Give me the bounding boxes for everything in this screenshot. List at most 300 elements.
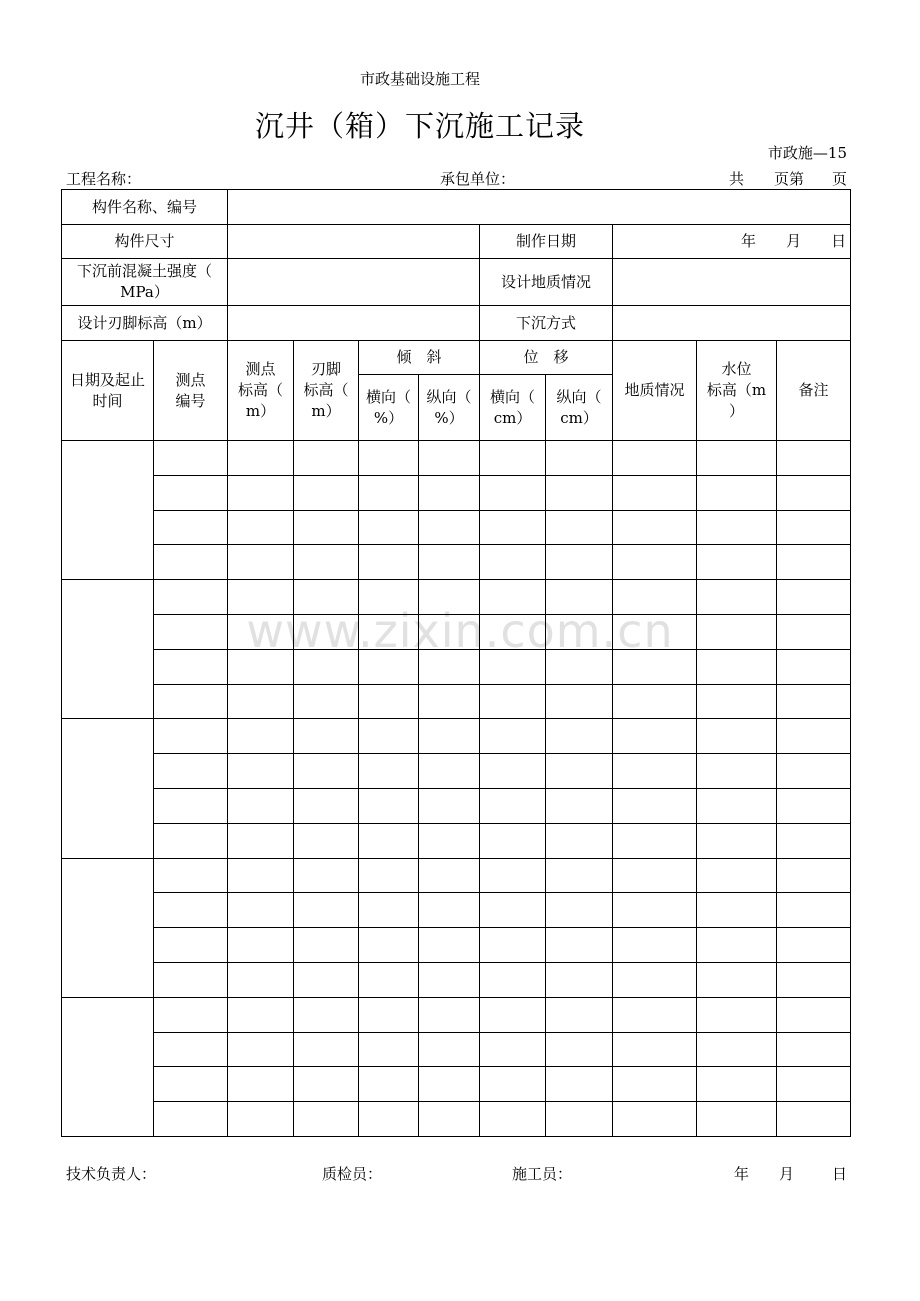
remarks-cell[interactable]	[777, 441, 851, 476]
point-elevation-cell[interactable]	[228, 788, 294, 823]
geology-cell[interactable]	[613, 719, 697, 754]
blade-elevation-cell[interactable]	[294, 1067, 359, 1102]
disp-v-cell[interactable]	[546, 997, 613, 1032]
col-blade-elev-line2: 标高（	[303, 381, 349, 399]
col-displacement: 位 移	[480, 341, 613, 375]
component-size-value[interactable]	[228, 225, 480, 259]
disp-v-cell[interactable]	[546, 962, 613, 997]
point-elevation-cell[interactable]	[228, 893, 294, 928]
disp-h-cell[interactable]	[480, 475, 546, 510]
tilt-h-cell[interactable]	[359, 684, 419, 719]
water-level-cell[interactable]	[697, 441, 777, 476]
table-row	[62, 684, 851, 719]
remarks-cell[interactable]	[777, 475, 851, 510]
disp-h-cell[interactable]	[480, 997, 546, 1032]
blade-elevation-cell[interactable]	[294, 580, 359, 615]
blade-elevation-cell[interactable]	[294, 858, 359, 893]
disp-v-cell[interactable]	[546, 1102, 613, 1137]
tilt-h-cell[interactable]	[359, 788, 419, 823]
blade-elevation-cell[interactable]	[294, 441, 359, 476]
remarks-cell[interactable]	[777, 823, 851, 858]
col-water-line2: 标高（m	[706, 381, 767, 399]
col-disp-v-line1: 纵向（	[556, 387, 602, 406]
blade-elevation-cell[interactable]	[294, 545, 359, 580]
disp-v-cell[interactable]	[546, 580, 613, 615]
disp-h-cell[interactable]	[480, 510, 546, 545]
water-level-cell[interactable]	[697, 997, 777, 1032]
footer-day: 日	[831, 1165, 847, 1183]
point-no-cell[interactable]	[154, 754, 228, 789]
tilt-h-cell[interactable]	[359, 858, 419, 893]
component-name-label: 构件名称、编号	[62, 190, 228, 225]
col-disp-horizontal	[480, 375, 546, 441]
footer-date	[734, 1163, 847, 1184]
info-row-blade	[62, 306, 851, 341]
date-time-cell[interactable]	[62, 580, 154, 719]
disp-v-cell[interactable]	[546, 649, 613, 684]
tilt-h-cell[interactable]	[359, 649, 419, 684]
tilt-v-cell[interactable]	[419, 823, 480, 858]
blade-elevation-cell[interactable]	[294, 719, 359, 754]
point-no-cell[interactable]	[154, 475, 228, 510]
disp-h-cell[interactable]	[480, 580, 546, 615]
blade-elevation-cell[interactable]	[294, 510, 359, 545]
strength-label-line1: 下沉前混凝土强度（	[77, 262, 213, 280]
tilt-v-cell[interactable]	[419, 962, 480, 997]
blade-elevation-cell[interactable]	[294, 649, 359, 684]
point-elevation-cell[interactable]	[228, 545, 294, 580]
disp-v-cell[interactable]	[546, 475, 613, 510]
record-body	[62, 441, 851, 1137]
geology-design-value[interactable]	[613, 259, 851, 306]
remarks-cell[interactable]	[777, 510, 851, 545]
remarks-cell[interactable]	[777, 893, 851, 928]
date-month: 月	[786, 232, 802, 250]
point-no-cell[interactable]	[154, 1067, 228, 1102]
disp-h-cell[interactable]	[480, 441, 546, 476]
disp-v-cell[interactable]	[546, 1032, 613, 1067]
table-row	[62, 649, 851, 684]
tilt-v-cell[interactable]	[419, 614, 480, 649]
col-blade-elevation	[294, 341, 359, 441]
remarks-cell[interactable]	[777, 1102, 851, 1137]
geology-cell[interactable]	[613, 1032, 697, 1067]
water-level-cell[interactable]	[697, 928, 777, 963]
geology-cell[interactable]	[613, 858, 697, 893]
tilt-h-cell[interactable]	[359, 928, 419, 963]
col-tilt-vertical	[419, 375, 480, 441]
col-tilt: 倾 斜	[359, 341, 480, 375]
col-point-elevation	[228, 341, 294, 441]
col-point-elev-line1: 测点	[245, 360, 276, 378]
tilt-v-cell[interactable]	[419, 997, 480, 1032]
tilt-h-cell[interactable]	[359, 1032, 419, 1067]
tilt-v-cell[interactable]	[419, 928, 480, 963]
col-point-no-line1: 测点	[175, 370, 206, 389]
water-level-cell[interactable]	[697, 788, 777, 823]
remarks-cell[interactable]	[777, 580, 851, 615]
water-level-cell[interactable]	[697, 684, 777, 719]
geology-cell[interactable]	[613, 962, 697, 997]
tilt-v-cell[interactable]	[419, 858, 480, 893]
disp-v-cell[interactable]	[546, 754, 613, 789]
tilt-h-cell[interactable]	[359, 614, 419, 649]
point-no-cell[interactable]	[154, 823, 228, 858]
point-no-cell[interactable]	[154, 441, 228, 476]
point-no-cell[interactable]	[154, 997, 228, 1032]
page-info	[729, 168, 847, 189]
disp-h-cell[interactable]	[480, 614, 546, 649]
point-no-cell[interactable]	[154, 510, 228, 545]
table-row	[62, 719, 851, 754]
tilt-h-cell[interactable]	[359, 719, 419, 754]
disp-v-cell[interactable]	[546, 858, 613, 893]
point-elevation-cell[interactable]	[228, 858, 294, 893]
contractor-label: 承包单位：	[440, 170, 516, 188]
disp-h-cell[interactable]	[480, 754, 546, 789]
point-no-cell[interactable]	[154, 858, 228, 893]
sinking-method-label: 下沉方式	[480, 306, 613, 341]
date-day: 日	[831, 232, 847, 250]
blade-elevation-cell[interactable]	[294, 962, 359, 997]
disp-h-cell[interactable]	[480, 962, 546, 997]
remarks-cell[interactable]	[777, 858, 851, 893]
point-no-cell[interactable]	[154, 580, 228, 615]
tilt-h-cell[interactable]	[359, 823, 419, 858]
concrete-strength-value[interactable]	[228, 259, 480, 306]
col-water-line1: 水位	[721, 360, 752, 378]
col-tilt-v-line1: 纵向（	[426, 387, 472, 406]
disp-h-cell[interactable]	[480, 1067, 546, 1102]
disp-v-cell[interactable]	[546, 928, 613, 963]
water-level-cell[interactable]	[697, 545, 777, 580]
point-no-cell[interactable]	[154, 893, 228, 928]
disp-v-cell[interactable]	[546, 1067, 613, 1102]
point-no-cell[interactable]	[154, 649, 228, 684]
tilt-h-cell[interactable]	[359, 1067, 419, 1102]
disp-h-cell[interactable]	[480, 1032, 546, 1067]
table-row	[62, 441, 851, 476]
col-tilt-h-line2: %）	[373, 408, 404, 427]
tilt-v-cell[interactable]	[419, 1067, 480, 1102]
table-row	[62, 788, 851, 823]
info-row-component-name	[62, 190, 851, 225]
date-time-cell[interactable]	[62, 719, 154, 858]
blade-elevation-cell[interactable]	[294, 754, 359, 789]
disp-v-cell[interactable]	[546, 614, 613, 649]
disp-v-cell[interactable]	[546, 719, 613, 754]
remarks-cell[interactable]	[777, 1067, 851, 1102]
tilt-v-cell[interactable]	[419, 788, 480, 823]
geology-cell[interactable]	[613, 684, 697, 719]
point-elevation-cell[interactable]	[228, 580, 294, 615]
water-level-cell[interactable]	[697, 754, 777, 789]
point-elevation-cell[interactable]	[228, 475, 294, 510]
water-level-cell[interactable]	[697, 1032, 777, 1067]
col-geology: 地质情况	[613, 341, 697, 441]
remarks-cell[interactable]	[777, 1032, 851, 1067]
col-point-elev-line3: m）	[245, 402, 276, 420]
col-tilt-horizontal	[359, 375, 419, 441]
point-no-cell[interactable]	[154, 719, 228, 754]
tilt-v-cell[interactable]	[419, 580, 480, 615]
remarks-cell[interactable]	[777, 754, 851, 789]
tilt-v-cell[interactable]	[419, 684, 480, 719]
disp-h-cell[interactable]	[480, 928, 546, 963]
point-elevation-cell[interactable]	[228, 1032, 294, 1067]
table-row	[62, 858, 851, 893]
col-date-time	[62, 341, 154, 441]
disp-v-cell[interactable]	[546, 545, 613, 580]
col-water-level	[697, 341, 777, 441]
remarks-cell[interactable]	[777, 545, 851, 580]
inspector-label: 质检员：	[322, 1165, 383, 1183]
info-row-component-size	[62, 225, 851, 259]
col-disp-v-line2: cm）	[560, 408, 598, 427]
blade-elevation-cell[interactable]	[294, 997, 359, 1032]
point-elevation-cell[interactable]	[228, 928, 294, 963]
point-elevation-cell[interactable]	[228, 754, 294, 789]
table-row	[62, 997, 851, 1032]
table-row	[62, 510, 851, 545]
table-row	[62, 754, 851, 789]
date-year: 年	[741, 232, 757, 250]
tilt-h-cell[interactable]	[359, 962, 419, 997]
tilt-v-cell[interactable]	[419, 754, 480, 789]
geology-cell[interactable]	[613, 614, 697, 649]
geology-design-label: 设计地质情况	[480, 259, 613, 306]
disp-h-cell[interactable]	[480, 858, 546, 893]
water-level-cell[interactable]	[697, 962, 777, 997]
point-no-cell[interactable]	[154, 545, 228, 580]
table-row	[62, 893, 851, 928]
col-point-no	[154, 341, 228, 441]
remarks-cell[interactable]	[777, 997, 851, 1032]
blade-elevation-cell[interactable]	[294, 1102, 359, 1137]
remarks-cell[interactable]	[777, 614, 851, 649]
worker-label: 施工员：	[512, 1165, 573, 1183]
disp-h-cell[interactable]	[480, 1102, 546, 1137]
table-row	[62, 1067, 851, 1102]
tilt-v-cell[interactable]	[419, 510, 480, 545]
document-title: 沉井（箱）下沉施工记录	[254, 109, 585, 143]
tilt-h-cell[interactable]	[359, 997, 419, 1032]
point-no-cell[interactable]	[154, 788, 228, 823]
tilt-h-cell[interactable]	[359, 893, 419, 928]
footer-month: 月	[778, 1165, 794, 1183]
water-level-cell[interactable]	[697, 475, 777, 510]
geology-cell[interactable]	[613, 754, 697, 789]
point-no-cell[interactable]	[154, 614, 228, 649]
table-row	[62, 1032, 851, 1067]
document-subtitle: 市政基础设施工程	[359, 70, 480, 88]
remarks-cell[interactable]	[777, 962, 851, 997]
disp-h-cell[interactable]	[480, 719, 546, 754]
production-date-label: 制作日期	[480, 225, 613, 259]
tilt-v-cell[interactable]	[419, 475, 480, 510]
blade-elevation-cell[interactable]	[294, 928, 359, 963]
tilt-v-cell[interactable]	[419, 545, 480, 580]
tilt-v-cell[interactable]	[419, 441, 480, 476]
point-elevation-cell[interactable]	[228, 614, 294, 649]
disp-h-cell[interactable]	[480, 545, 546, 580]
tilt-v-cell[interactable]	[419, 1102, 480, 1137]
footer-year: 年	[733, 1165, 749, 1183]
point-elevation-cell[interactable]	[228, 823, 294, 858]
column-header-row-1	[62, 341, 851, 375]
disp-h-cell[interactable]	[480, 788, 546, 823]
point-elevation-cell[interactable]	[228, 649, 294, 684]
sinking-method-value[interactable]	[613, 306, 851, 341]
blade-elevation-value[interactable]	[228, 306, 480, 341]
geology-cell[interactable]	[613, 823, 697, 858]
blade-elevation-label: 设计刃脚标高（m）	[62, 306, 228, 341]
tilt-h-cell[interactable]	[359, 475, 419, 510]
point-no-cell[interactable]	[154, 962, 228, 997]
point-no-cell[interactable]	[154, 1102, 228, 1137]
point-no-cell[interactable]	[154, 928, 228, 963]
table-row	[62, 1102, 851, 1137]
col-tilt-h-line1: 横向（	[366, 387, 412, 406]
remarks-cell[interactable]	[777, 684, 851, 719]
record-table	[61, 189, 851, 1137]
table-row	[62, 475, 851, 510]
disp-v-cell[interactable]	[546, 823, 613, 858]
disp-v-cell[interactable]	[546, 441, 613, 476]
date-time-cell[interactable]	[62, 441, 154, 580]
watermark: www.zixin.com.cn	[246, 604, 674, 658]
date-time-cell[interactable]	[62, 858, 154, 997]
tilt-h-cell[interactable]	[359, 510, 419, 545]
col-tilt-v-line2: %）	[434, 408, 464, 427]
point-elevation-cell[interactable]	[228, 684, 294, 719]
tilt-v-cell[interactable]	[419, 649, 480, 684]
project-name-label: 工程名称：	[66, 170, 142, 188]
blade-elevation-cell[interactable]	[294, 684, 359, 719]
col-water-line3: ）	[729, 402, 745, 420]
tech-lead-label: 技术负责人：	[66, 1165, 157, 1183]
tilt-h-cell[interactable]	[359, 754, 419, 789]
point-elevation-cell[interactable]	[228, 1067, 294, 1102]
tilt-v-cell[interactable]	[419, 893, 480, 928]
water-level-cell[interactable]	[697, 823, 777, 858]
water-level-cell[interactable]	[697, 580, 777, 615]
water-level-cell[interactable]	[697, 858, 777, 893]
blade-elevation-cell[interactable]	[294, 823, 359, 858]
component-name-value[interactable]	[228, 190, 851, 225]
col-date-time-line2: 时间	[92, 391, 123, 410]
tilt-h-cell[interactable]	[359, 441, 419, 476]
geology-cell[interactable]	[613, 1102, 697, 1137]
disp-v-cell[interactable]	[546, 510, 613, 545]
water-level-cell[interactable]	[697, 649, 777, 684]
form-code: 市政施—15	[767, 144, 847, 162]
strength-label-line2: MPa）	[120, 283, 169, 301]
component-size-label: 构件尺寸	[62, 225, 228, 259]
page-total-label: 共	[728, 170, 744, 188]
table-row	[62, 962, 851, 997]
table-row	[62, 614, 851, 649]
tilt-h-cell[interactable]	[359, 545, 419, 580]
col-disp-h-line1: 横向（	[490, 387, 536, 406]
geology-cell[interactable]	[613, 997, 697, 1032]
col-blade-elev-line3: m）	[311, 402, 341, 420]
blade-elevation-cell[interactable]	[294, 788, 359, 823]
table-row	[62, 545, 851, 580]
blade-elevation-cell[interactable]	[294, 1032, 359, 1067]
water-level-cell[interactable]	[697, 1067, 777, 1102]
page-end-label: 页	[831, 170, 847, 188]
date-time-cell[interactable]	[62, 997, 154, 1136]
tilt-h-cell[interactable]	[359, 1102, 419, 1137]
disp-v-cell[interactable]	[546, 788, 613, 823]
point-elevation-cell[interactable]	[228, 441, 294, 476]
disp-h-cell[interactable]	[480, 823, 546, 858]
table-row	[62, 580, 851, 615]
remarks-cell[interactable]	[777, 928, 851, 963]
geology-cell[interactable]	[613, 928, 697, 963]
page-mid-label: 页第	[773, 170, 804, 188]
production-date-value[interactable]	[613, 225, 851, 259]
water-level-cell[interactable]	[697, 893, 777, 928]
point-no-cell[interactable]	[154, 1032, 228, 1067]
blade-elevation-cell[interactable]	[294, 475, 359, 510]
tilt-v-cell[interactable]	[419, 1032, 480, 1067]
disp-v-cell[interactable]	[546, 893, 613, 928]
table-row	[62, 928, 851, 963]
col-point-no-line2: 编号	[175, 391, 206, 410]
point-no-cell[interactable]	[154, 684, 228, 719]
col-disp-vertical	[546, 375, 613, 441]
col-disp-h-line2: cm）	[493, 408, 532, 427]
point-elevation-cell[interactable]	[228, 997, 294, 1032]
geology-cell[interactable]	[613, 475, 697, 510]
tilt-h-cell[interactable]	[359, 580, 419, 615]
geology-cell[interactable]	[613, 788, 697, 823]
disp-h-cell[interactable]	[480, 684, 546, 719]
water-level-cell[interactable]	[697, 614, 777, 649]
tilt-v-cell[interactable]	[419, 719, 480, 754]
disp-v-cell[interactable]	[546, 684, 613, 719]
water-level-cell[interactable]	[697, 510, 777, 545]
remarks-cell[interactable]	[777, 649, 851, 684]
remarks-cell[interactable]	[777, 719, 851, 754]
point-elevation-cell[interactable]	[228, 962, 294, 997]
geology-cell[interactable]	[613, 649, 697, 684]
geology-cell[interactable]	[613, 580, 697, 615]
point-elevation-cell[interactable]	[228, 719, 294, 754]
geology-cell[interactable]	[613, 1067, 697, 1102]
col-blade-elev-line1: 刃脚	[311, 360, 342, 378]
disp-h-cell[interactable]	[480, 893, 546, 928]
info-row-strength	[62, 259, 851, 306]
col-date-time-line1: 日期及起止	[69, 370, 145, 389]
geology-cell[interactable]	[613, 510, 697, 545]
col-point-elev-line2: 标高（	[238, 381, 284, 399]
remarks-cell[interactable]	[777, 788, 851, 823]
point-elevation-cell[interactable]	[228, 1102, 294, 1137]
blade-elevation-cell[interactable]	[294, 893, 359, 928]
water-level-cell[interactable]	[697, 1102, 777, 1137]
point-elevation-cell[interactable]	[228, 510, 294, 545]
blade-elevation-cell[interactable]	[294, 614, 359, 649]
water-level-cell[interactable]	[697, 719, 777, 754]
geology-cell[interactable]	[613, 893, 697, 928]
geology-cell[interactable]	[613, 441, 697, 476]
geology-cell[interactable]	[613, 545, 697, 580]
table-row	[62, 823, 851, 858]
disp-h-cell[interactable]	[480, 649, 546, 684]
